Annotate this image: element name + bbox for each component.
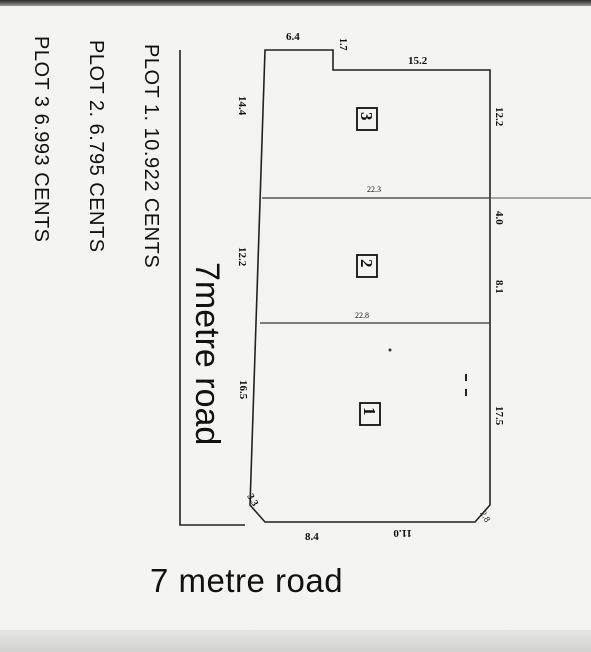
- dim-right-upper: 12.2: [493, 107, 505, 127]
- plot-3-number: 3: [357, 112, 376, 121]
- dim-left-lower: 16.5: [237, 380, 249, 400]
- dim-right-lower: 17.5: [493, 406, 505, 426]
- bottom-road-label: 7 metre road: [150, 562, 344, 599]
- property-boundary: [250, 50, 490, 522]
- dim-top-right: 15.2: [408, 55, 428, 67]
- dim-left-middle: 12.2: [236, 247, 248, 267]
- dot-mark: [389, 349, 392, 352]
- dim-bottom-left: 8.4: [305, 531, 319, 543]
- dim-divider-2: 22.8: [355, 311, 369, 320]
- dim-right-b: 8.1: [493, 280, 505, 294]
- side-road-label: 7metre road: [188, 262, 226, 446]
- plot-1-number: 1: [360, 407, 379, 416]
- photo-bottom-shadow: [0, 630, 591, 652]
- dim-top-left: 6.4: [286, 31, 300, 43]
- plot-3-area-note: PLOT 3 6.993 CENTS: [30, 36, 52, 243]
- dim-left-upper: 14.4: [236, 96, 248, 116]
- plot-2-number: 2: [357, 259, 376, 268]
- dim-divider-1: 22.3: [367, 185, 381, 194]
- plot-2-area-note: PLOT 2. 6.795 CENTS: [85, 40, 107, 253]
- dim-right-a: 4.0: [493, 211, 505, 225]
- plot-1-area-note: PLOT 1. 10.922 CENTS: [140, 44, 162, 269]
- dim-chamfer-right: 2.8: [478, 509, 493, 524]
- dim-chamfer-left: 3.3: [244, 492, 261, 509]
- dim-bottom-right: 11.0: [393, 527, 412, 539]
- dim-notch: 1.7: [337, 38, 348, 51]
